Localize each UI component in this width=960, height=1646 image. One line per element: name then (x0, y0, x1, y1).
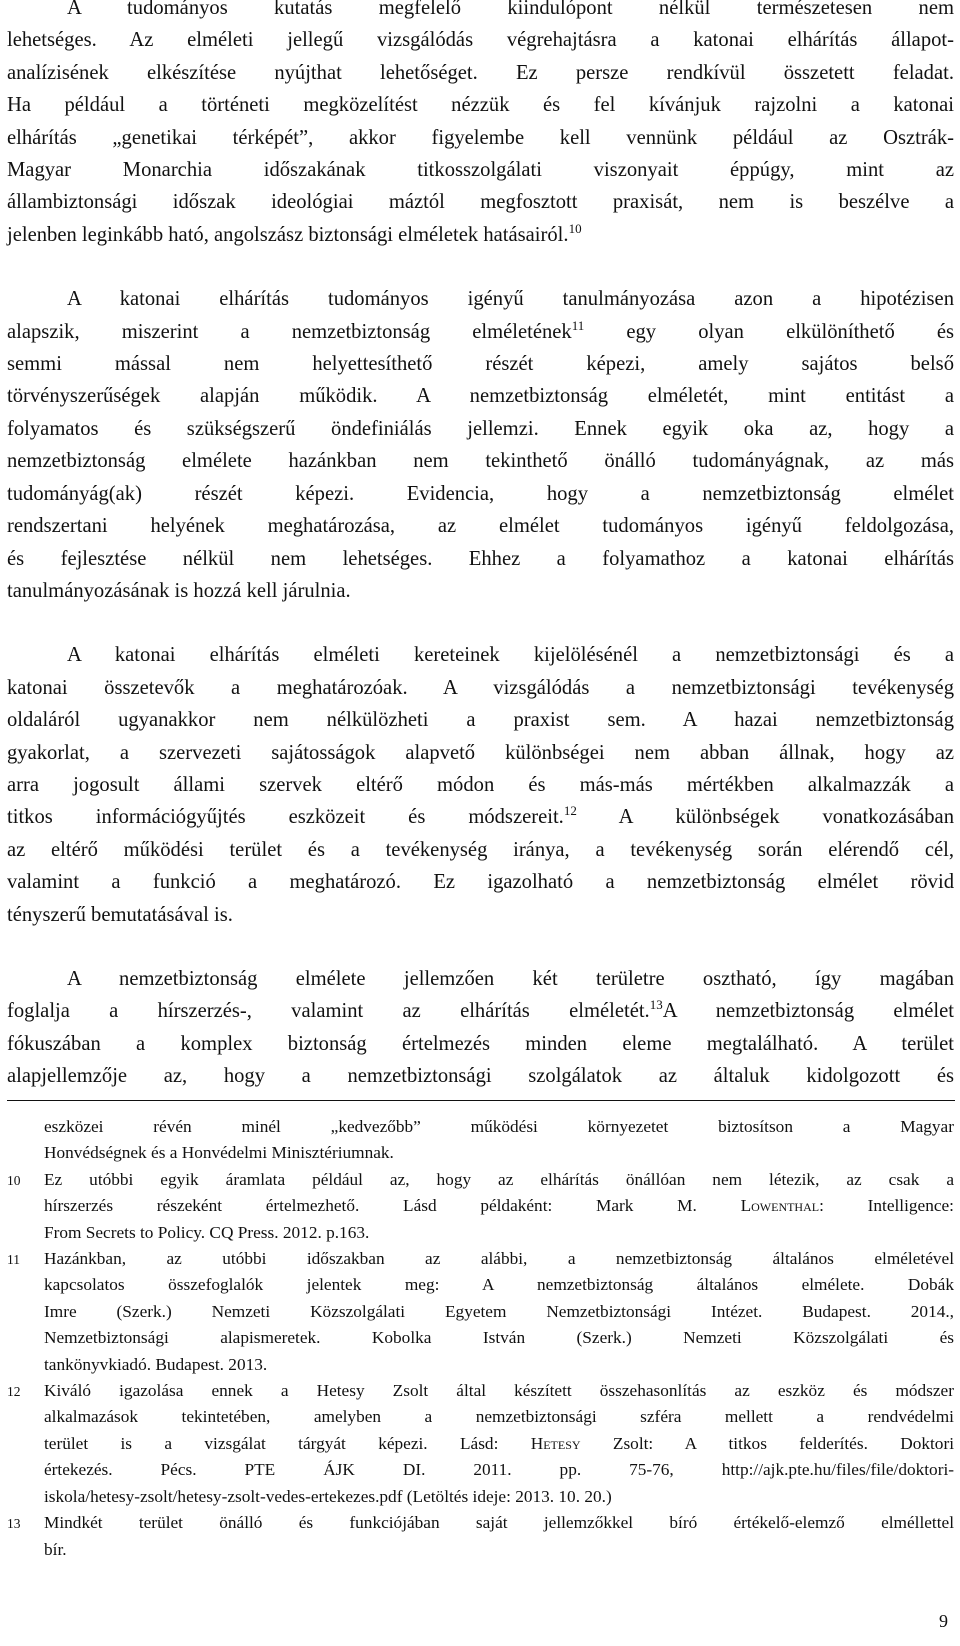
footnote-number: 10 (7, 1172, 21, 1188)
footnote-line: Ez utóbbi egyik áramlata például az, hogy az elhárítás önállóan nem létezik, az csak a (44, 1169, 954, 1189)
text-line: rendszertani helyének meghatározása, az elmélet tudományos igényű feldolgozása, (7, 515, 954, 538)
text-fragment: Zsolt: A titkos felderítés. Doktori (580, 1433, 955, 1453)
author-name: Lowenthal (740, 1196, 820, 1216)
text-line: alapjellemzője az, hogy a nemzetbiztonsági szolgálatok az általuk kidolgozott és (7, 1065, 954, 1088)
paragraph-1 (7, 0, 954, 251)
text-fragment: terület is a vizsgálat tárgyát képezi. Lásd: (44, 1433, 531, 1453)
text-line: A nemzetbiztonság elmélete jellemzően két területre osztható, így magában (67, 967, 954, 990)
text-line (7, 316, 954, 348)
text-line: Magyar Monarchia időszakának titkosszolgálati viszonyait éppúgy, mint az (7, 159, 954, 182)
text-fragment: jelenben leginkább ható, angolszász biztonsági elméletek hatásairól. (7, 223, 569, 246)
paragraph-4 (7, 963, 954, 1093)
footnote-line: tankönyvkiadó. Budapest. 2013. (44, 1354, 268, 1374)
body-text (7, 0, 954, 1093)
footnote-line: Nemzetbiztonsági alapismeretek. Kobolka István (Szerk.) Nemzeti Közszolgálati és (44, 1328, 954, 1348)
text-line: semmi mással nem helyettesíthető részét képezi, amely sajátos belső (7, 353, 954, 376)
text-line (7, 801, 954, 833)
text-fragment: : Intelligence: (819, 1196, 954, 1216)
page-number: 9 (939, 1611, 948, 1631)
text-line: katonai összetevők a meghatározóak. A vizsgálódás a nemzetbiztonsági tevékenység (7, 676, 954, 699)
text-line: tényszerű bemutatásával is. (7, 903, 233, 926)
text-line: gyakorlat, a szervezeti sajátosságok alapvető különbségei nem abban állnak, hogy az (7, 741, 954, 764)
footnote-line: értekezés. Pécs. PTE ÁJK DI. 2011. pp. 75-76, http://ajk.pte.hu/files/file/doktori- (44, 1460, 954, 1480)
footnotes (7, 1114, 954, 1563)
text-line: A katonai elhárítás elméleti kereteinek kijelölésénél a nemzetbiztonsági és a (67, 644, 954, 667)
footnote-number: 12 (7, 1384, 21, 1400)
text-line: lehetséges. Az elméleti jellegű vizsgálódás végrehajtásra a katonai elhárítás állapot- (7, 29, 954, 52)
paragraph-3 (7, 639, 954, 931)
text-fragment: titkos információgyűjtés eszközeit és módszereit. (7, 806, 564, 829)
text-line: A tudományos kutatás megfelelő kiindulópont nélkül természetesen nem (67, 0, 954, 19)
footnote-11 (7, 1246, 954, 1378)
footnote-line: From Secrets to Policy. CQ Press. 2012. p.163. (44, 1222, 370, 1242)
footnote-line (44, 1193, 954, 1219)
footnote-ref-13[interactable]: 13 (649, 997, 663, 1013)
footnote-13 (7, 1510, 954, 1563)
text-line: valamint a funkció a meghatározó. Ez igazolható a nemzetbiztonság elmélet rövid (7, 871, 954, 894)
footnote-line (44, 1431, 954, 1457)
footnote-line: kapcsolatos összefoglalók jelentek meg: A nemzetbiztonság általános elmélete. Dobák (44, 1275, 954, 1295)
text-line: elhárítás „genetikai térképét”, akkor figyelembe kell vennünk például az Osztrák- (7, 126, 954, 149)
paragraph-spacer (7, 931, 954, 963)
text-fragment: egy olyan elkülöníthető és (584, 320, 955, 343)
text-line: tudományág(ak) részét képezi. Evidencia, hogy a nemzetbiztonság elmélet (7, 482, 954, 505)
text-line: fókuszában a komplex biztonság értelmezés minden eleme megtalálható. A terület (7, 1032, 954, 1055)
footnote-line: Hazánkban, az utóbbi időszakban az alábbi, a nemzetbiztonság általános elméletével (44, 1249, 954, 1269)
paragraph-spacer (7, 251, 954, 283)
footnote-ref-12[interactable]: 12 (563, 803, 577, 819)
footnote-continuation (7, 1114, 954, 1167)
footnote-separator (7, 1100, 955, 1101)
text-line: oldaláról ugyanakkor nem nélkülözheti a praxist sem. A hazai nemzetbiztonság (7, 709, 954, 732)
text-line: Ha például a történeti megközelítést nézzük és fel kívánjuk rajzolni a katonai (7, 94, 954, 117)
footnote-line: Kiváló igazolása ennek a Hetesy Zsolt által készített összehasonlítás az eszköz és módszer (44, 1381, 954, 1401)
footnote-ref-10[interactable]: 10 (568, 220, 582, 236)
text-fragment: A nemzetbiztonság elmélet (662, 1000, 954, 1023)
footnote-line: Mindkét terület önálló és funkciójában saját jellemzőkkel bíró értékelő-elemző elméllettel (44, 1513, 954, 1533)
text-line (7, 219, 954, 251)
text-line: az eltérő működési terület és a tevékenység iránya, a tevékenység során elérendő cél, (7, 838, 954, 861)
paragraph-2 (7, 283, 954, 607)
author-name: Hetesy (530, 1433, 581, 1453)
text-line: állambiztonsági időszak ideológiai máztól megfosztott praxisát, nem is beszélve a (7, 191, 954, 214)
text-fragment: hírszerzés részeként értelmezhető. Lásd példaként: Mark M. (44, 1196, 741, 1216)
text-line: analízisének elkészítése nyújthat lehetőséget. Ez persze rendkívül összetett feladat. (7, 61, 954, 84)
text-fragment: foglalja a hírszerzés-, valamint az elhárítás elméletét. (7, 1000, 650, 1023)
footnote-number: 11 (7, 1252, 20, 1268)
text-line: nemzetbiztonság elmélete hazánkban nem tekinthető önálló tudományágnak, az más (7, 450, 954, 473)
text-fragment: alapszik, miszerint a nemzetbiztonság elméletének (7, 320, 572, 343)
text-line: A katonai elhárítás tudományos igényű tanulmányozása azon a hipotézisen (67, 288, 954, 311)
footnote-line: alkalmazások tekintetében, amelyben a nemzetbiztonsági szféra mellett a rendvédelmi (44, 1407, 954, 1427)
footnote-line: iskola/hetesy-zsolt/hetesy-zsolt-vedes-ertekezes.pdf (Letöltés ideje: 2013. 10. 20.) (44, 1486, 612, 1506)
footnote-10 (7, 1167, 954, 1246)
footnote-12 (7, 1378, 954, 1510)
text-line: arra jogosult állami szervek eltérő módon és más-más mértékben alkalmazzák a (7, 773, 954, 796)
footnote-line: bír. (44, 1539, 67, 1559)
footnote-number: 13 (7, 1516, 21, 1532)
text-line (7, 995, 954, 1027)
text-line: folyamatos és szükségszerű öndefiniálás jellemzi. Ennek egyik oka az, hogy a (7, 417, 954, 440)
paragraph-spacer (7, 607, 954, 639)
footnote-ref-11[interactable]: 11 (571, 317, 585, 333)
footnote-line: Imre (Szerk.) Nemzeti Közszolgálati Egyetem Nemzetbiztonsági Intézet. Budapest. 2014., (44, 1301, 954, 1321)
text-line: és fejlesztése nélkül nem lehetséges. Ehhez a folyamathoz a katonai elhárítás (7, 547, 954, 570)
footnote-line: eszközei révén minél „kedvezőbb” működési környezetet biztosítson a Magyar (44, 1117, 954, 1136)
text-fragment: A különbségek vonatkozásában (576, 806, 954, 829)
footnote-line: Honvédségnek és a Honvédelmi Minisztériumnak. (44, 1143, 394, 1163)
text-line: törvényszerűségek alapján működik. A nemzetbiztonság elméletét, mint entitást a (7, 385, 954, 408)
text-line: tanulmányozásának is hozzá kell járulnia. (7, 579, 351, 602)
